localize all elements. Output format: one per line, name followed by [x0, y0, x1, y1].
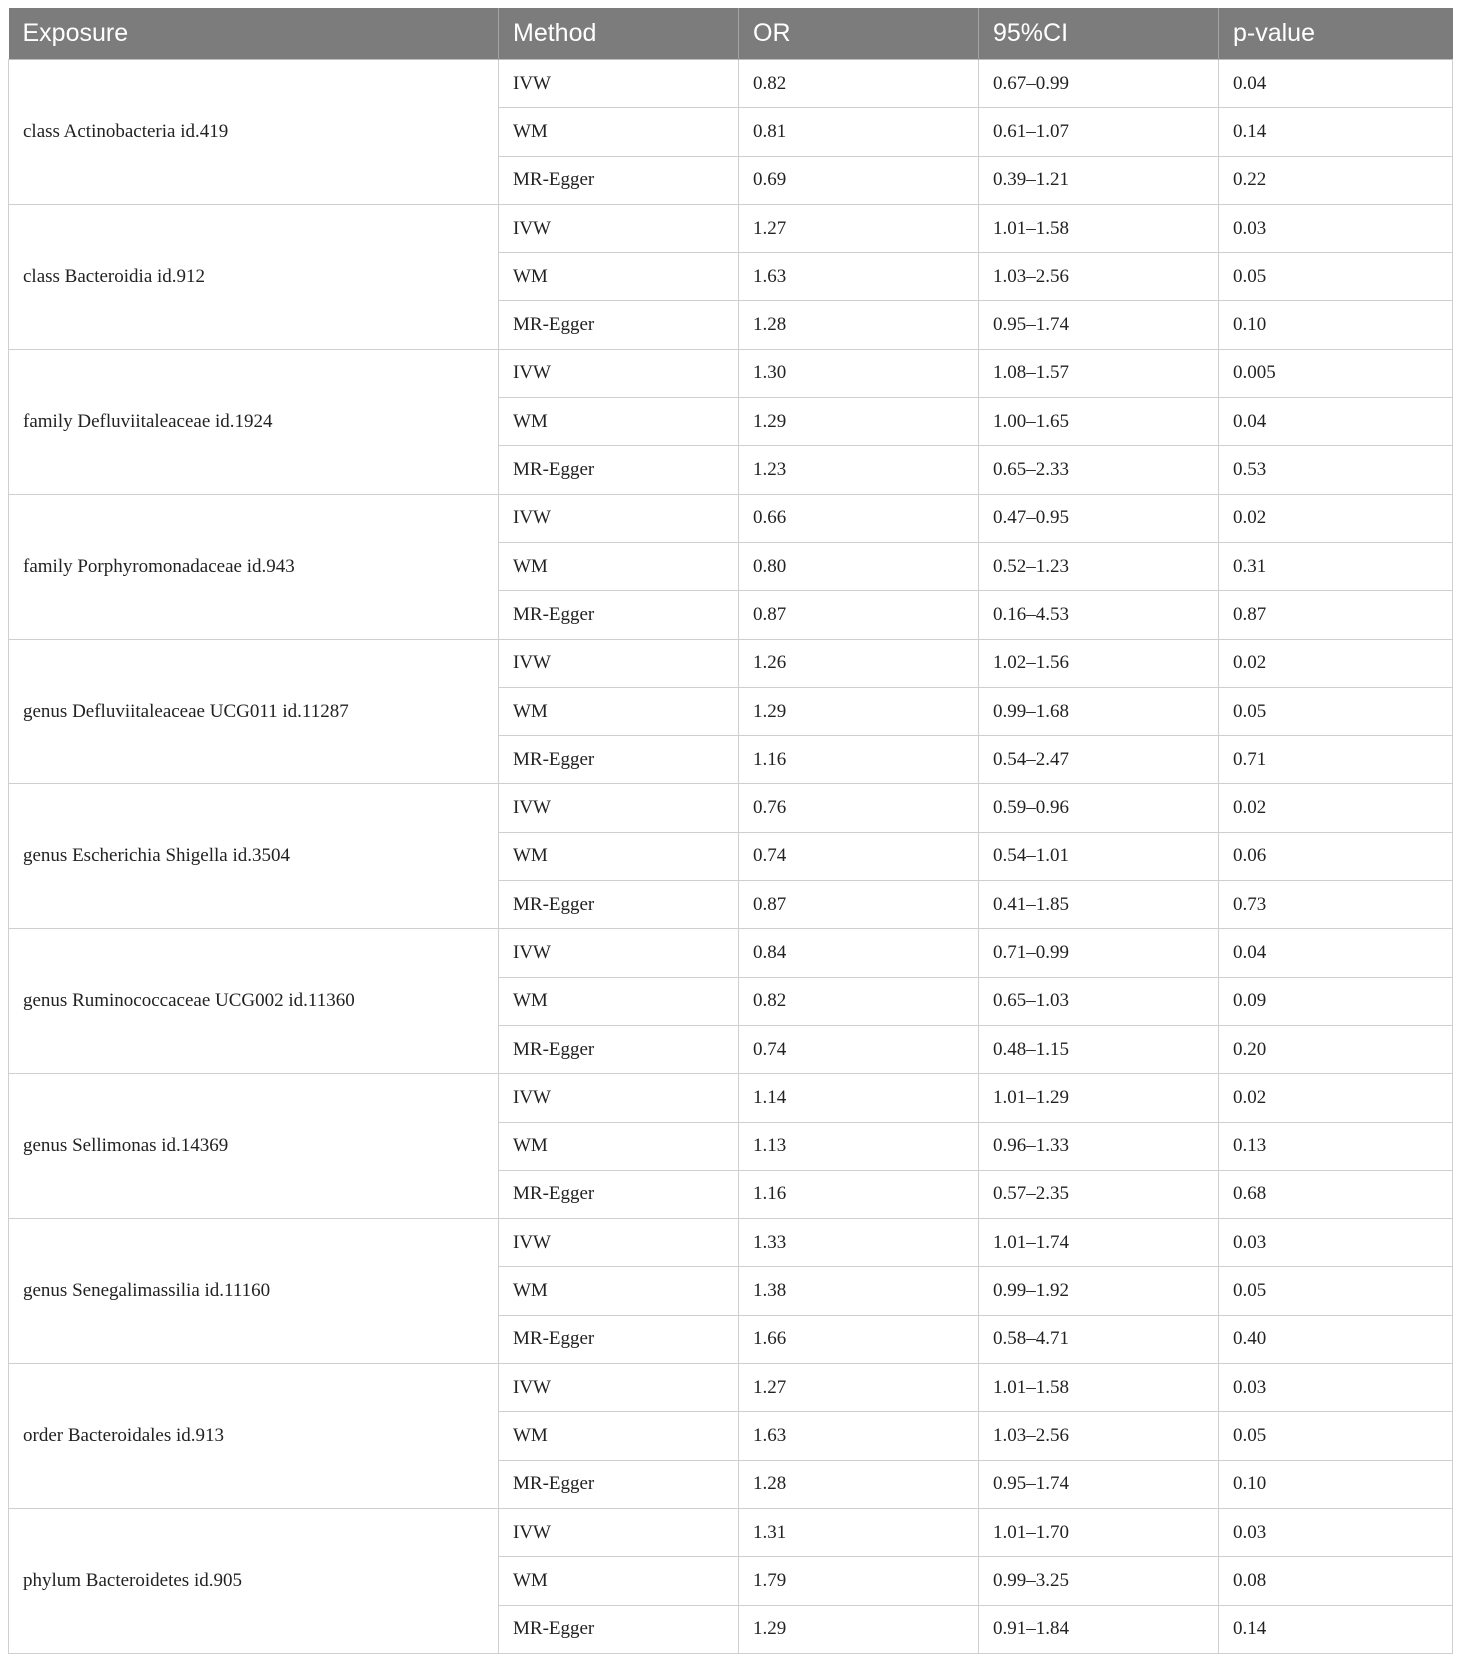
method-cell: WM	[499, 542, 739, 590]
p-value-cell: 0.53	[1219, 446, 1453, 494]
ci-cell: 1.00–1.65	[979, 398, 1219, 446]
exposure-cell: genus Sellimonas id.14369	[9, 1074, 499, 1219]
ci-cell: 0.54–2.47	[979, 736, 1219, 784]
exposure-cell: genus Defluviitaleaceae UCG011 id.11287	[9, 639, 499, 784]
method-cell: WM	[499, 253, 739, 301]
method-cell: WM	[499, 977, 739, 1025]
p-value-cell: 0.03	[1219, 204, 1453, 252]
ci-cell: 0.99–1.68	[979, 687, 1219, 735]
exposure-cell: order Bacteroidales id.913	[9, 1364, 499, 1509]
exposure-cell: genus Ruminococcaceae UCG002 id.11360	[9, 929, 499, 1074]
p-value-cell: 0.10	[1219, 301, 1453, 349]
p-value-cell: 0.04	[1219, 398, 1453, 446]
or-cell: 1.30	[739, 349, 979, 397]
exposure-cell: class Bacteroidia id.912	[9, 204, 499, 349]
exposure-cell: family Porphyromonadaceae id.943	[9, 494, 499, 639]
ci-cell: 0.39–1.21	[979, 156, 1219, 204]
ci-cell: 0.99–3.25	[979, 1557, 1219, 1605]
method-cell: IVW	[499, 784, 739, 832]
ci-cell: 0.91–1.84	[979, 1605, 1219, 1653]
ci-cell: 1.03–2.56	[979, 253, 1219, 301]
p-value-cell: 0.02	[1219, 494, 1453, 542]
method-cell: IVW	[499, 494, 739, 542]
ci-cell: 0.67–0.99	[979, 60, 1219, 108]
ci-cell: 0.54–1.01	[979, 832, 1219, 880]
exposure-cell: class Actinobacteria id.419	[9, 60, 499, 205]
or-cell: 1.16	[739, 1170, 979, 1218]
or-cell: 0.74	[739, 1025, 979, 1073]
or-cell: 1.23	[739, 446, 979, 494]
ci-cell: 1.02–1.56	[979, 639, 1219, 687]
p-value-cell: 0.03	[1219, 1364, 1453, 1412]
ci-cell: 0.95–1.74	[979, 1460, 1219, 1508]
table-header	[9, 8, 1453, 60]
ci-cell: 1.03–2.56	[979, 1412, 1219, 1460]
p-value-cell: 0.71	[1219, 736, 1453, 784]
p-value-cell: 0.68	[1219, 1170, 1453, 1218]
or-cell: 1.31	[739, 1508, 979, 1556]
or-cell: 0.81	[739, 108, 979, 156]
or-cell: 0.82	[739, 977, 979, 1025]
method-cell: MR-Egger	[499, 156, 739, 204]
ci-cell: 0.71–0.99	[979, 929, 1219, 977]
ci-cell: 0.41–1.85	[979, 881, 1219, 929]
header-ci: 95%CI	[979, 8, 1219, 60]
or-cell: 1.63	[739, 253, 979, 301]
or-cell: 1.16	[739, 736, 979, 784]
or-cell: 1.28	[739, 301, 979, 349]
header-row	[9, 8, 1453, 60]
method-cell: WM	[499, 1122, 739, 1170]
table-row	[9, 494, 1453, 542]
ci-cell: 1.01–1.29	[979, 1074, 1219, 1122]
ci-cell: 1.01–1.58	[979, 204, 1219, 252]
method-cell: WM	[499, 398, 739, 446]
table-row	[9, 784, 1453, 832]
table-row	[9, 349, 1453, 397]
or-cell: 1.79	[739, 1557, 979, 1605]
table-row	[9, 1219, 1453, 1267]
p-value-cell: 0.02	[1219, 784, 1453, 832]
exposure-cell: genus Escherichia Shigella id.3504	[9, 784, 499, 929]
or-cell: 1.28	[739, 1460, 979, 1508]
ci-cell: 0.61–1.07	[979, 108, 1219, 156]
exposure-cell: genus Senegalimassilia id.11160	[9, 1219, 499, 1364]
or-cell: 0.84	[739, 929, 979, 977]
table-row	[9, 1074, 1453, 1122]
exposure-cell: phylum Bacteroidetes id.905	[9, 1508, 499, 1653]
method-cell: IVW	[499, 349, 739, 397]
method-cell: WM	[499, 832, 739, 880]
ci-cell: 0.96–1.33	[979, 1122, 1219, 1170]
table-row	[9, 60, 1453, 108]
ci-cell: 0.57–2.35	[979, 1170, 1219, 1218]
or-cell: 0.69	[739, 156, 979, 204]
ci-cell: 0.65–1.03	[979, 977, 1219, 1025]
p-value-cell: 0.04	[1219, 929, 1453, 977]
p-value-cell: 0.40	[1219, 1315, 1453, 1363]
or-cell: 1.14	[739, 1074, 979, 1122]
p-value-cell: 0.05	[1219, 1267, 1453, 1315]
p-value-cell: 0.73	[1219, 881, 1453, 929]
method-cell: WM	[499, 1267, 739, 1315]
p-value-cell: 0.03	[1219, 1508, 1453, 1556]
method-cell: IVW	[499, 929, 739, 977]
method-cell: IVW	[499, 1508, 739, 1556]
or-cell: 1.38	[739, 1267, 979, 1315]
method-cell: MR-Egger	[499, 1605, 739, 1653]
ci-cell: 0.95–1.74	[979, 301, 1219, 349]
p-value-cell: 0.22	[1219, 156, 1453, 204]
or-cell: 1.33	[739, 1219, 979, 1267]
or-cell: 0.87	[739, 591, 979, 639]
or-cell: 0.82	[739, 60, 979, 108]
ci-cell: 0.52–1.23	[979, 542, 1219, 590]
table-row	[9, 929, 1453, 977]
ci-cell: 0.99–1.92	[979, 1267, 1219, 1315]
p-value-cell: 0.05	[1219, 1412, 1453, 1460]
or-cell: 0.87	[739, 881, 979, 929]
or-cell: 1.29	[739, 398, 979, 446]
method-cell: IVW	[499, 1074, 739, 1122]
header-method: Method	[499, 8, 739, 60]
or-cell: 1.26	[739, 639, 979, 687]
method-cell: MR-Egger	[499, 1315, 739, 1363]
method-cell: MR-Egger	[499, 446, 739, 494]
p-value-cell: 0.87	[1219, 591, 1453, 639]
p-value-cell: 0.08	[1219, 1557, 1453, 1605]
method-cell: IVW	[499, 639, 739, 687]
method-cell: IVW	[499, 204, 739, 252]
p-value-cell: 0.04	[1219, 60, 1453, 108]
method-cell: IVW	[499, 1364, 739, 1412]
ci-cell: 1.01–1.74	[979, 1219, 1219, 1267]
ci-cell: 1.01–1.58	[979, 1364, 1219, 1412]
method-cell: WM	[499, 1557, 739, 1605]
p-value-cell: 0.02	[1219, 639, 1453, 687]
ci-cell: 0.48–1.15	[979, 1025, 1219, 1073]
method-cell: MR-Egger	[499, 881, 739, 929]
p-value-cell: 0.02	[1219, 1074, 1453, 1122]
method-cell: IVW	[499, 1219, 739, 1267]
or-cell: 1.29	[739, 1605, 979, 1653]
or-cell: 0.80	[739, 542, 979, 590]
ci-cell: 0.47–0.95	[979, 494, 1219, 542]
mr-results-table	[8, 8, 1453, 1654]
p-value-cell: 0.20	[1219, 1025, 1453, 1073]
method-cell: MR-Egger	[499, 301, 739, 349]
table-row	[9, 1508, 1453, 1556]
table-body	[9, 60, 1453, 1654]
method-cell: MR-Egger	[499, 1460, 739, 1508]
p-value-cell: 0.05	[1219, 687, 1453, 735]
table-row	[9, 204, 1453, 252]
or-cell: 1.63	[739, 1412, 979, 1460]
ci-cell: 1.01–1.70	[979, 1508, 1219, 1556]
ci-cell: 0.65–2.33	[979, 446, 1219, 494]
method-cell: MR-Egger	[499, 1170, 739, 1218]
or-cell: 1.27	[739, 1364, 979, 1412]
p-value-cell: 0.13	[1219, 1122, 1453, 1170]
or-cell: 1.27	[739, 204, 979, 252]
p-value-cell: 0.14	[1219, 1605, 1453, 1653]
method-cell: MR-Egger	[499, 591, 739, 639]
or-cell: 0.66	[739, 494, 979, 542]
or-cell: 0.74	[739, 832, 979, 880]
ci-cell: 0.58–4.71	[979, 1315, 1219, 1363]
method-cell: WM	[499, 108, 739, 156]
header-p-value: p-value	[1219, 8, 1453, 60]
or-cell: 0.76	[739, 784, 979, 832]
p-value-cell: 0.31	[1219, 542, 1453, 590]
or-cell: 1.66	[739, 1315, 979, 1363]
ci-cell: 1.08–1.57	[979, 349, 1219, 397]
table-row	[9, 639, 1453, 687]
p-value-cell: 0.03	[1219, 1219, 1453, 1267]
results-table-container	[8, 8, 1452, 1654]
p-value-cell: 0.05	[1219, 253, 1453, 301]
or-cell: 1.29	[739, 687, 979, 735]
header-exposure: Exposure	[9, 8, 499, 60]
p-value-cell: 0.09	[1219, 977, 1453, 1025]
p-value-cell: 0.10	[1219, 1460, 1453, 1508]
method-cell: WM	[499, 1412, 739, 1460]
method-cell: MR-Egger	[499, 736, 739, 784]
ci-cell: 0.16–4.53	[979, 591, 1219, 639]
header-or: OR	[739, 8, 979, 60]
method-cell: MR-Egger	[499, 1025, 739, 1073]
method-cell: WM	[499, 687, 739, 735]
p-value-cell: 0.14	[1219, 108, 1453, 156]
p-value-cell: 0.06	[1219, 832, 1453, 880]
ci-cell: 0.59–0.96	[979, 784, 1219, 832]
exposure-cell: family Defluviitaleaceae id.1924	[9, 349, 499, 494]
method-cell: IVW	[499, 60, 739, 108]
table-row	[9, 1364, 1453, 1412]
or-cell: 1.13	[739, 1122, 979, 1170]
p-value-cell: 0.005	[1219, 349, 1453, 397]
